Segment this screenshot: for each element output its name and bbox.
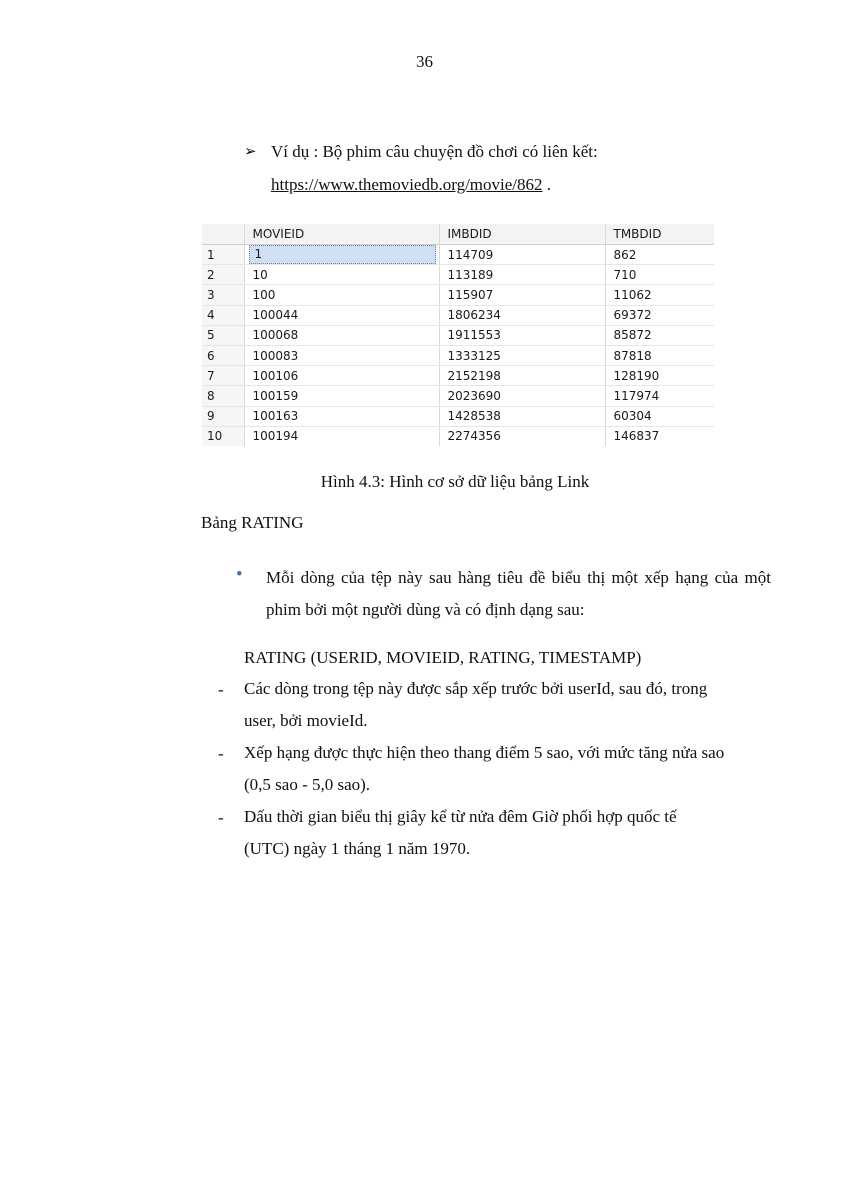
row-number-header — [202, 224, 244, 245]
movieid-cell[interactable]: 100044 — [244, 305, 439, 325]
arrow-bullet-icon: ➢ — [244, 144, 257, 160]
table-row[interactable] — [202, 285, 714, 305]
table-row[interactable] — [202, 386, 714, 406]
imbdid-cell[interactable]: 1428538 — [439, 406, 605, 426]
movie-link[interactable]: https://www.themoviedb.org/movie/862 — [271, 175, 543, 194]
dash-marker: - — [218, 680, 224, 699]
imbdid-cell[interactable]: 2152198 — [439, 366, 605, 386]
movieid-cell[interactable]: 10 — [244, 265, 439, 285]
column-header[interactable]: TMBDID — [605, 224, 714, 245]
link-table-screenshot — [202, 224, 714, 446]
section-title: Bảng RATING — [201, 513, 304, 532]
imbdid-cell[interactable]: 1911553 — [439, 325, 605, 345]
movieid-cell[interactable]: 100159 — [244, 386, 439, 406]
column-header[interactable]: IMBDID — [439, 224, 605, 245]
dash-item-line: Dấu thời gian biểu thị giây kể từ nửa đêm Giờ phối hợp quốc tế — [244, 807, 677, 826]
dash-item-line: Xếp hạng được thực hiện theo thang điểm 5 sao, với mức tăng nửa sao — [244, 743, 725, 762]
row-number-cell[interactable]: 8 — [202, 386, 244, 406]
table-row[interactable] — [202, 265, 714, 285]
tmbdid-cell[interactable]: 60304 — [605, 406, 714, 426]
row-number-cell[interactable]: 5 — [202, 325, 244, 345]
movieid-cell[interactable]: 100068 — [244, 325, 439, 345]
bullet-icon: • — [236, 564, 243, 585]
movieid-cell[interactable]: 100083 — [244, 345, 439, 365]
column-header[interactable]: MOVIEID — [244, 224, 439, 245]
row-number-cell[interactable]: 6 — [202, 345, 244, 365]
dash-item-line: Các dòng trong tệp này được sắp xếp trước bởi userId, sau đó, trong — [244, 679, 708, 698]
row-number-cell[interactable]: 2 — [202, 265, 244, 285]
table-row[interactable] — [202, 325, 714, 345]
example-text: Ví dụ : Bộ phim câu chuyện đồ chơi có liên kết: — [271, 142, 598, 161]
table-header-row — [202, 224, 714, 245]
movieid-cell[interactable]: 100194 — [244, 426, 439, 446]
tmbdid-cell[interactable]: 11062 — [605, 285, 714, 305]
tmbdid-cell[interactable]: 69372 — [605, 305, 714, 325]
page-number: 36 — [416, 52, 433, 71]
movieid-cell[interactable]: 100 — [244, 285, 439, 305]
imbdid-cell[interactable]: 115907 — [439, 285, 605, 305]
tmbdid-cell[interactable]: 117974 — [605, 386, 714, 406]
imbdid-cell[interactable]: 1806234 — [439, 305, 605, 325]
row-number-cell[interactable]: 10 — [202, 426, 244, 446]
imbdid-cell[interactable]: 113189 — [439, 265, 605, 285]
movieid-cell[interactable] — [244, 245, 439, 265]
tmbdid-cell[interactable]: 146837 — [605, 426, 714, 446]
tmbdid-cell[interactable]: 710 — [605, 265, 714, 285]
row-number-cell[interactable]: 1 — [202, 245, 244, 265]
imbdid-cell[interactable]: 2274356 — [439, 426, 605, 446]
dash-item-line: user, bởi movieId. — [244, 711, 368, 730]
dash-item — [244, 673, 774, 737]
selected-cell-value: 1 — [249, 245, 436, 264]
bullet-text: Mỗi dòng của tệp này sau hàng tiêu đề biểu thị một xếp hạng của một phim bởi một người dùng và có định dạng sau: — [266, 568, 771, 619]
table-row[interactable] — [202, 366, 714, 386]
dash-item-line: (0,5 sao - 5,0 sao). — [244, 775, 371, 794]
example-link-line — [271, 175, 551, 195]
table-row[interactable] — [202, 426, 714, 446]
link-suffix: . — [542, 175, 552, 194]
row-number-cell[interactable]: 4 — [202, 305, 244, 325]
row-number-cell[interactable]: 3 — [202, 285, 244, 305]
tmbdid-cell[interactable]: 862 — [605, 245, 714, 265]
table-row[interactable] — [202, 345, 714, 365]
imbdid-cell[interactable]: 114709 — [439, 245, 605, 265]
dash-item — [244, 801, 774, 865]
imbdid-cell[interactable]: 1333125 — [439, 345, 605, 365]
link-table — [202, 224, 714, 446]
tmbdid-cell[interactable]: 85872 — [605, 325, 714, 345]
figure-caption: Hình 4.3: Hình cơ sở dữ liệu bảng Link — [320, 472, 590, 491]
tmbdid-cell[interactable]: 87818 — [605, 345, 714, 365]
table-row[interactable] — [202, 406, 714, 426]
dash-marker: - — [218, 744, 224, 763]
rating-schema: RATING (USERID, MOVIEID, RATING, TIMESTAMP) — [244, 648, 642, 667]
table-row[interactable] — [202, 305, 714, 325]
movieid-cell[interactable]: 100106 — [244, 366, 439, 386]
imbdid-cell[interactable]: 2023690 — [439, 386, 605, 406]
dash-marker: - — [218, 808, 224, 827]
movieid-cell[interactable]: 100163 — [244, 406, 439, 426]
row-number-cell[interactable]: 7 — [202, 366, 244, 386]
dash-item-line: (UTC) ngày 1 tháng 1 năm 1970. — [244, 839, 471, 858]
table-row[interactable] — [202, 245, 714, 265]
row-number-cell[interactable]: 9 — [202, 406, 244, 426]
tmbdid-cell[interactable]: 128190 — [605, 366, 714, 386]
dash-item — [244, 737, 774, 801]
